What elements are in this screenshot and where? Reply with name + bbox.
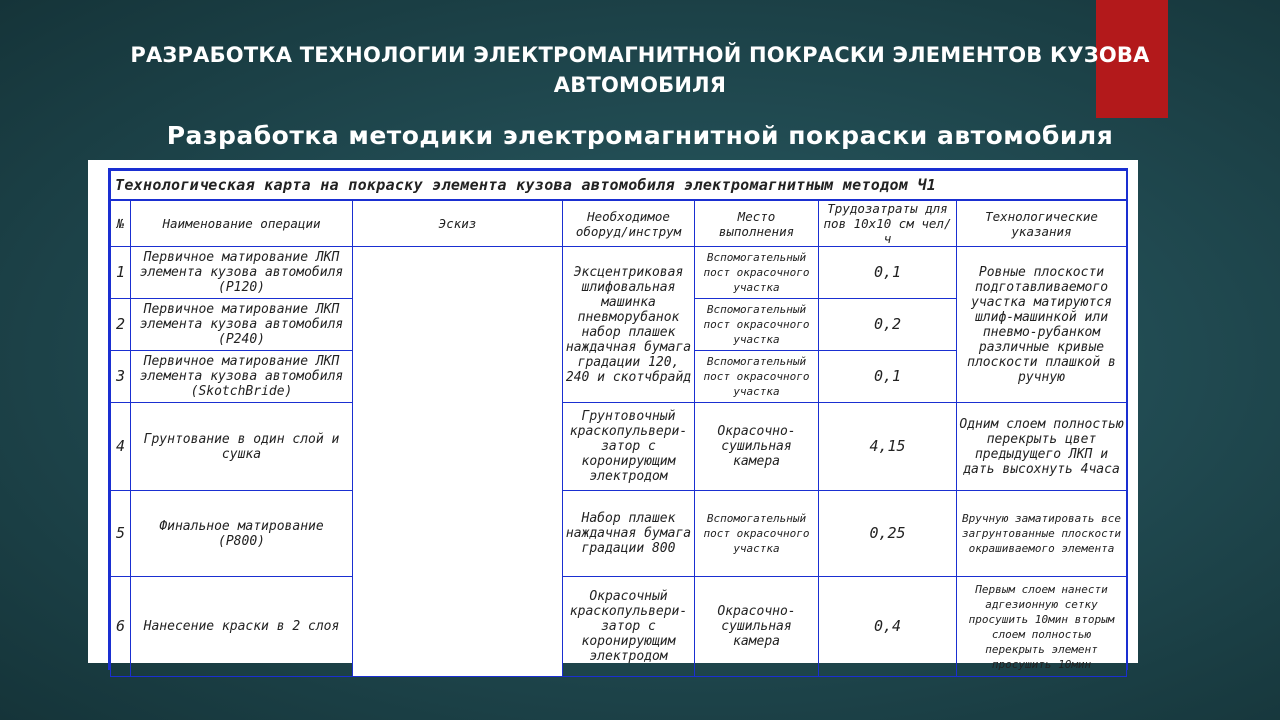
table-row [111,247,1127,299]
row-labor: 0,1 [819,247,957,299]
row-labor: 0,4 [819,577,957,677]
header-notes: Технологические указания [957,200,1127,247]
header-tools: Необходимое оборуд/инструм [563,200,695,247]
row-notes: Одним слоем полностью перекрыть цвет предыдущего ЛКП и дать высохнуть 4часа [957,403,1127,491]
header-sketch: Эскиз [353,200,563,247]
row-tools: Окрасочный краскопульвери-затор с коронирующим электродом [563,577,695,677]
row-operation: Первичное матирование ЛКП элемента кузова автомобиля (SkotchBride) [131,351,353,403]
slide-subtitle: Разработка методики электромагнитной покраски автомобиля [166,121,1114,150]
row-labor: 0,25 [819,491,957,577]
header-num: № [111,200,131,247]
tech-card-frame [108,168,1128,670]
header-place: Место выполнения [695,200,819,247]
row-tools: Набор плашек наждачная бумага градации 800 [563,491,695,577]
table-caption: Технологическая карта на покраску элемента кузова автомобиля электромагнитным методом Ч1 [111,171,1127,201]
row-place: Вспомогательный пост окрасочного участка [695,247,819,299]
row-num: 3 [111,351,131,403]
slide-title: РАЗРАБОТКА ТЕХНОЛОГИИ ЭЛЕКТРОМАГНИТНОЙ ПОКРАСКИ ЭЛЕМЕНТОВ КУЗОВА АВТОМОБИЛЯ [130,43,1150,97]
row-place: Вспомогательный пост окрасочного участка [695,351,819,403]
row-tools-group: Эксцентриковая шлифовальная машинка пневморубанок набор плашек наждачная бумага градации 120, 240 и скотчбрайд [563,247,695,403]
row-tools: Грунтовочный краскопульвери-затор с коронирующим электродом [563,403,695,491]
row-place: Окрасочно-сушильная камера [695,403,819,491]
table-row [111,577,1127,677]
table-row [111,491,1127,577]
row-num: 5 [111,491,131,577]
row-labor: 0,1 [819,351,957,403]
row-num: 1 [111,247,131,299]
row-place: Вспомогательный пост окрасочного участка [695,299,819,351]
row-operation: Грунтование в один слой и сушка [131,403,353,491]
tech-card-table [110,170,1127,677]
row-num: 4 [111,403,131,491]
row-place: Окрасочно-сушильная камера [695,577,819,677]
row-notes: Вручную заматировать все загрунтованные плоскости окрашиваемого элемента [957,491,1127,577]
header-operation: Наименование операции [131,200,353,247]
table-header-row [111,200,1127,247]
row-operation: Первичное матирование ЛКП элемента кузова автомобиля (Р240) [131,299,353,351]
table-row [111,403,1127,491]
row-operation: Нанесение краски в 2 слоя [131,577,353,677]
row-operation: Первичное матирование ЛКП элемента кузова автомобиля (Р120) [131,247,353,299]
row-num: 2 [111,299,131,351]
row-notes: Первым слоем нанести адгезионную сетку просушить 10мин вторым слоем полностью перекрыть элемент просушить 10мин [957,577,1127,677]
row-labor: 0,2 [819,299,957,351]
row-num: 6 [111,577,131,677]
row-operation: Финальное матирование (Р800) [131,491,353,577]
sketch-cell [353,247,563,677]
header-labor: Трудозатраты для пов 10х10 см чел/ч [819,200,957,247]
row-labor: 4,15 [819,403,957,491]
row-place: Вспомогательный пост окрасочного участка [695,491,819,577]
row-notes-group: Ровные плоскости подготавливаемого участка матируются шлиф-машинкой или пневмо-рубанком различные кривые плоскости плашкой в ручную [957,247,1127,403]
tech-card-scan [88,160,1138,671]
